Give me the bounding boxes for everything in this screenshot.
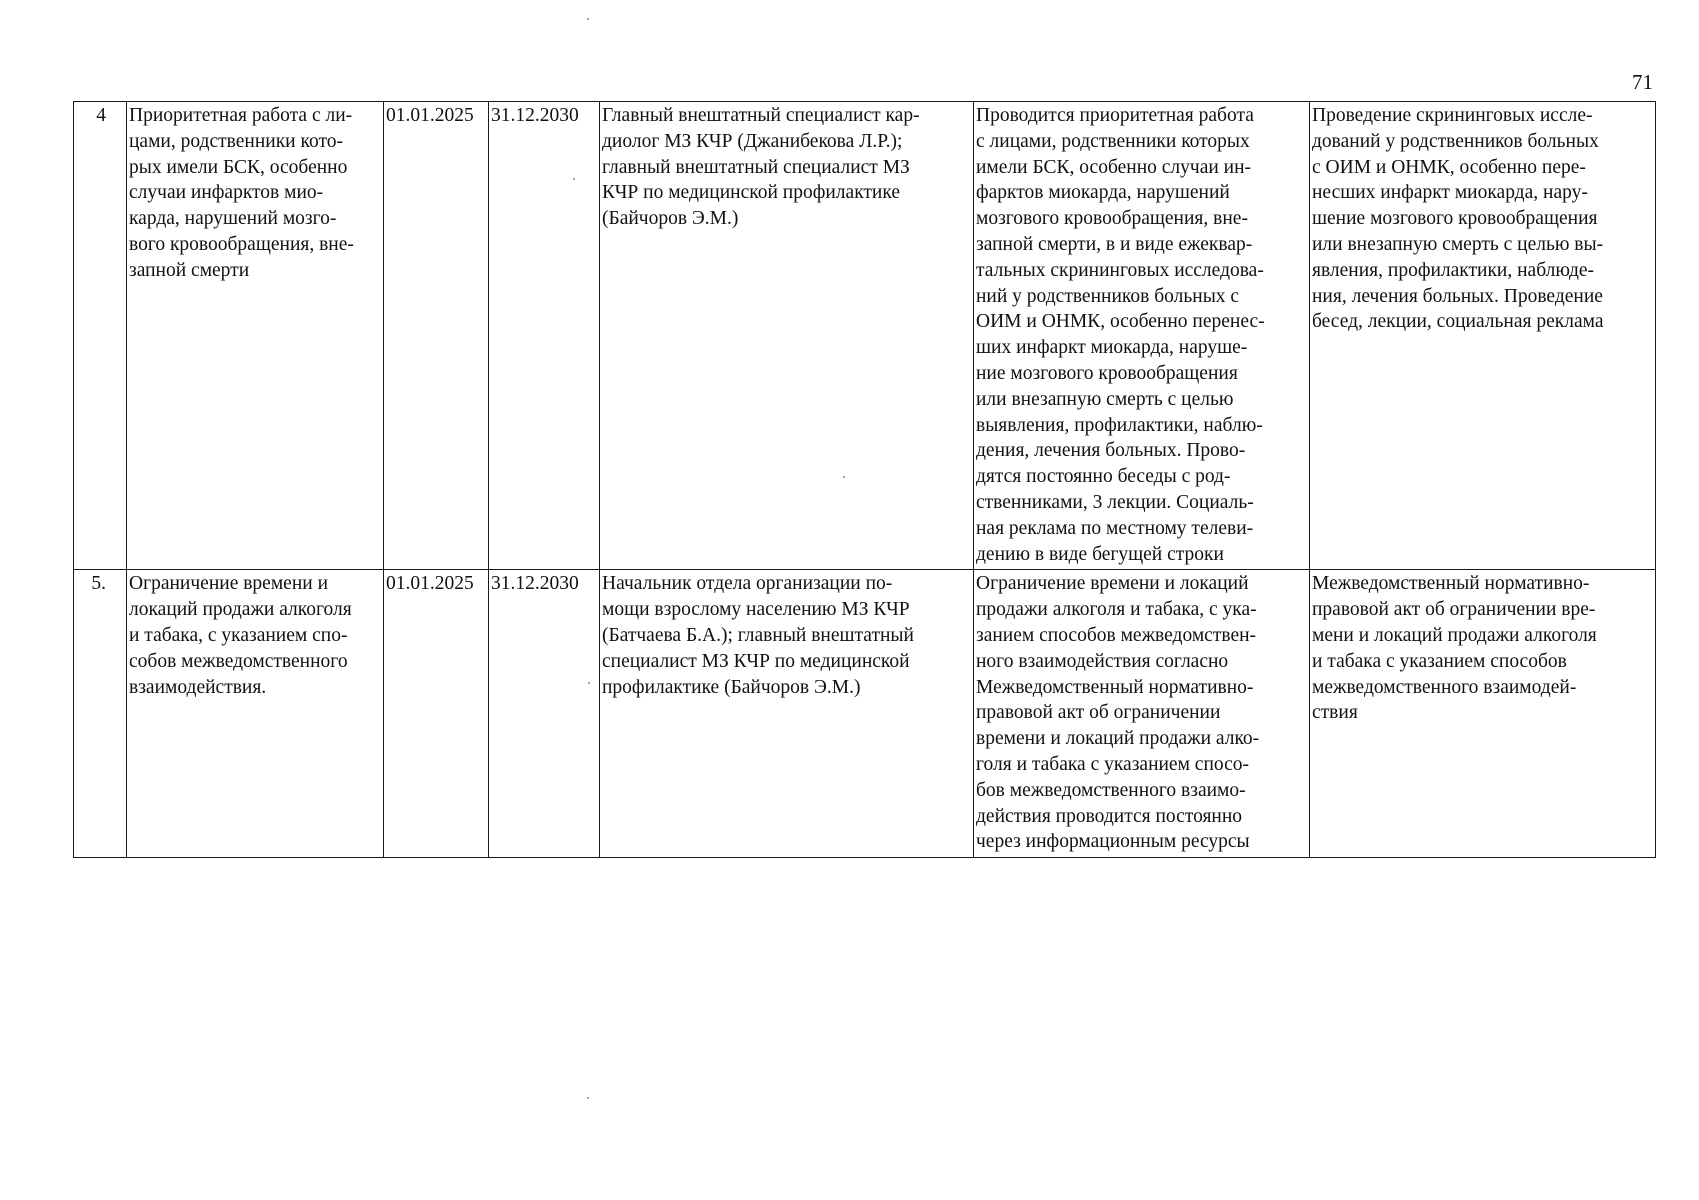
page-number: 71 [1632,70,1653,94]
table-body [74,102,1656,858]
responsible-cell [600,102,974,570]
text-line: и табака с указанием способов [1312,650,1567,672]
text-line: бов межведомственного взаимо- [976,779,1246,801]
text-line: Ограничение времени и локаций [976,573,1249,595]
text-line: занием способов межведомствен- [976,624,1257,646]
text-line: мозгового кровообращения, вне- [976,208,1248,230]
text-line: межведомственного взаимодей- [1312,676,1577,698]
text-line: действия проводится постоянно [976,805,1243,827]
text-line: или внезапную смерть с целью [976,388,1234,410]
text-line: тальных скрининговых исследова- [976,259,1264,281]
text-line: ние мозгового кровообращения [976,362,1238,384]
scan-speck [587,1097,589,1099]
result-cell [1310,102,1656,570]
start-date-cell: 01.01.2025 [384,570,489,858]
text-line: и табака, с указанием спо- [129,624,348,646]
text-line: бесед, лекции, социальная реклама [1312,311,1604,333]
text-line: или внезапную смерть с целью вы- [1312,233,1604,255]
text-line: дения, лечения больных. Прово- [976,440,1246,462]
text-line: дятся постоянно беседы с род- [976,466,1231,488]
row-number: 4 [74,102,127,570]
text-line: шение мозгового кровообращения [1312,208,1598,230]
scan-speck [587,18,589,20]
text-line: явления, профилактики, наблюде- [1312,259,1595,281]
text-line: рых имели БСК, особенно [129,156,348,178]
text-line: профилактике (Байчоров Э.М.) [602,676,861,698]
text-line: через информационным ресурсы [976,831,1250,853]
result-cell [1310,570,1656,858]
text-line: главный внештатный специалист МЗ [602,156,910,178]
text-line: вого кровообращения, вне- [129,233,354,255]
text-line: КЧР по медицинской профилактике [602,182,901,204]
text-line: несших инфаркт миокарда, нару- [1312,182,1588,204]
text-line: Проводится приоритетная работа [976,105,1254,126]
text-line: Главный внештатный специалист кар- [602,105,920,126]
status-cell [974,102,1310,570]
measures-table [73,101,1656,858]
row-number: 5. [74,570,127,858]
start-date-cell: 01.01.2025 [384,102,489,570]
text-line: собов межведомственного [129,650,348,672]
text-line: выявления, профилактики, наблю- [976,414,1263,436]
end-date-cell: 31.12.2030 [489,570,600,858]
text-line: мени и локаций продажи алкоголя [1312,624,1597,646]
scan-speck [573,178,575,180]
text-line: специалист МЗ КЧР по медицинской [602,650,910,672]
responsible-cell [600,570,974,858]
text-line: Приоритетная работа с ли- [129,105,353,126]
text-line: ших инфаркт миокарда, наруше- [976,337,1248,359]
text-line: времени и локаций продажи алко- [976,728,1260,750]
text-line: с ОИМ и ОНМК, особенно пере- [1312,156,1586,178]
text-line: голя и табака с указанием спосо- [976,753,1250,775]
end-date-cell: 31.12.2030 [489,102,600,570]
text-line: с лицами, родственники которых [976,130,1250,152]
text-line: правовой акт об ограничении [976,702,1221,724]
scan-speck [843,476,845,478]
text-line: цами, родственники кото- [129,130,343,152]
scan-speck [588,682,590,684]
status-cell [974,570,1310,858]
text-line: Межведомственный нормативно- [976,676,1254,698]
text-line: карда, нарушений мозго- [129,208,337,230]
measure-cell [127,570,384,858]
text-line: (Батчаева Б.А.); главный внештатный [602,624,914,646]
measure-cell [127,102,384,570]
text-line: имели БСК, особенно случаи ин- [976,156,1252,178]
text-line: фарктов миокарда, нарушений [976,182,1230,204]
text-line: запной смерти [129,259,250,281]
text-line: правовой акт об ограничении вре- [1312,599,1596,621]
text-line: запной смерти, в и виде ежеквар- [976,233,1253,255]
text-line: ОИМ и ОНМК, особенно перенес- [976,311,1265,333]
text-line: диолог МЗ КЧР (Джанибекова Л.Р.); [602,130,903,152]
text-line: случаи инфарктов мио- [129,182,324,204]
text-line: Проведение скрининговых иссле- [1312,105,1593,126]
table-row [74,570,1656,858]
table-row [74,102,1656,570]
text-line: взаимодействия. [129,676,267,698]
text-line: ного взаимодействия согласно [976,650,1229,672]
text-line: ствия [1312,702,1358,724]
text-line: ная реклама по местному телеви- [976,517,1254,539]
text-line: ния, лечения больных. Проведение [1312,285,1603,307]
text-line: (Байчоров Э.М.) [602,208,739,230]
text-line: ственниками, 3 лекции. Социаль- [976,491,1254,513]
text-line: Межведомственный нормативно- [1312,573,1590,595]
text-line: дению в виде бегущей строки [976,543,1224,565]
text-line: Начальник отдела организации по- [602,573,893,595]
text-line: мощи взрослому населению МЗ КЧР [602,599,910,621]
text-line: дований у родственников больных [1312,130,1599,152]
text-line: Ограничение времени и [129,573,329,595]
text-line: локаций продажи алкоголя [129,599,352,621]
text-line: продажи алкоголя и табака, с ука- [976,599,1257,621]
text-line: ний у родственников больных с [976,285,1240,307]
